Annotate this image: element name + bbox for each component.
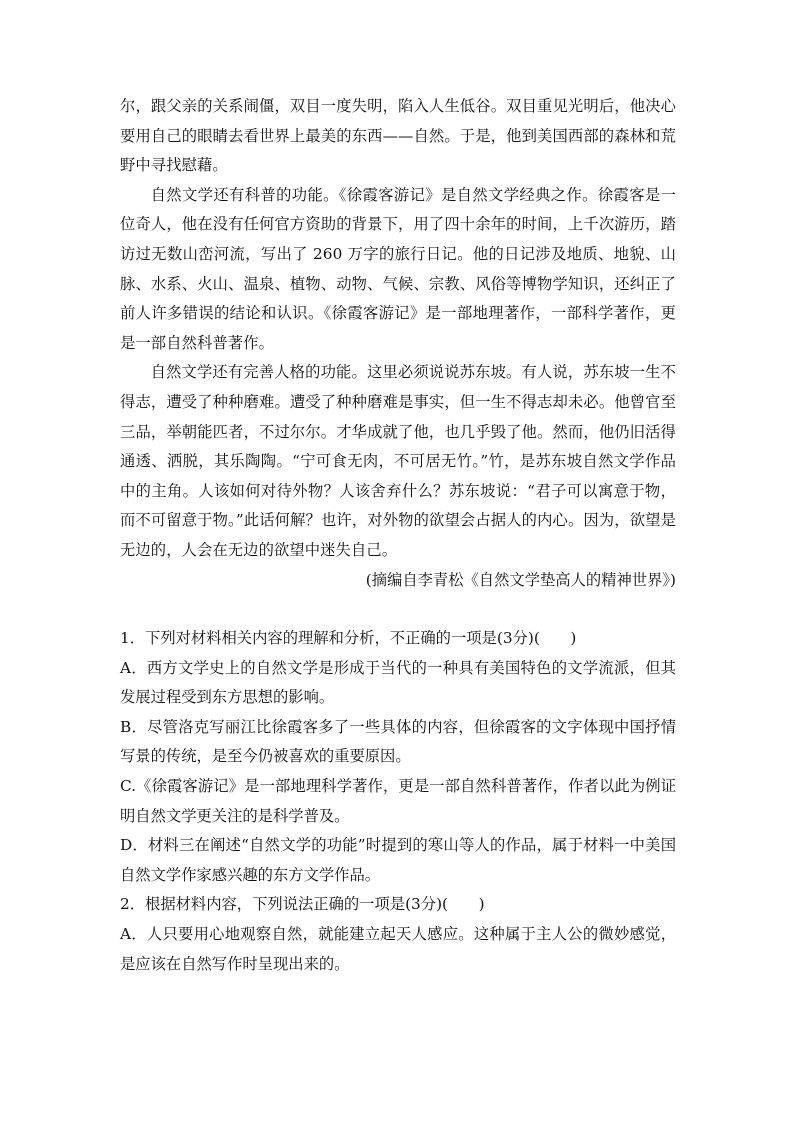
question-2-option-a: A．人只要用心地观察自然，就能建立起天人感应。这种属于主人公的微妙感觉，是应该在自然写作时呈现出来的。 xyxy=(120,925,676,973)
document-page xyxy=(120,92,676,979)
passage-source: (摘编自李青松《自然文学垫高人的精神世界》) xyxy=(365,570,676,589)
passage-paragraph-2: 自然文学还有科普的功能。《徐霞客游记》是自然文学经典之作。徐霞客是一位奇人，他在没有任何官方资助的背景下，用了四十余年的时间，上千次游历，踏访过无数山峦河流，写出了 260 万字的旅行日记。他的日记涉及地质、地貌、山脉、水系、火山、温泉、植物、动物、气候、宗教、风俗等博物学知识，还纠正了前人许多错误的结论和认识。《徐霞客游记》是一部地理著作，一部科学著作，更是一部自然科普著作。 xyxy=(120,185,676,352)
question-1 xyxy=(120,624,676,890)
question-2 xyxy=(120,890,676,979)
question-1-stem: 1．下列对材料相关内容的理解和分析，不正确的一项是(3分)( ) xyxy=(120,629,577,648)
section-gap xyxy=(120,595,676,624)
question-1-option-a: A．西方文学史上的自然文学是形成于当代的一种具有美国特色的文学流派，但其发展过程受到东方思想的影响。 xyxy=(120,658,676,707)
passage-paragraph-1: 尔，跟父亲的关系闹僵，双目一度失明，陷入人生低谷。双目重见光明后，他决心要用自己的眼睛去看世界上最美的东西——自然。于是，他到美国西部的森林和荒野中寻找慰藉。 xyxy=(120,97,676,175)
question-1-option-c: C.《徐霞客游记》是一部地理科学著作，更是一部自然科普著作，作者以此为例证明自然文学更关注的是科学普及。 xyxy=(120,777,676,825)
passage-paragraph-3: 自然文学还有完善人格的功能。这里必须说说苏东坡。有人说，苏东坡一生不得志，遭受了种种磨难。遭受了种种磨难是事实，但一生不得志却未必。他曾官至三品，举朝能匹者，不过尔尔。才华成就了他，也几乎毁了他。然而，他仍旧活得通透、洒脱，其乐陶陶。“宁可食无肉，不可居无竹。”竹，是苏东坡自然文学作品中的主角。人该如何对待外物？人该舍弃什么？苏东坡说：“君子可以寓意于物，而不可留意于物。”此话何解？也许，对外物的欲望会占据人的内心。因为，欲望是无边的，人会在无边的欲望中迷失自己。 xyxy=(120,363,676,559)
question-1-option-b: B．尽管洛克写丽江比徐霞客多了一些具体的内容，但徐霞客的文字体现中国抒情写景的传统，是至今仍被喜欢的重要原因。 xyxy=(120,717,676,766)
question-1-option-d: D．材料三在阐述“自然文学的功能”时提到的寒山等人的作品，属于材料一中美国自然文学作家感兴趣的东方文学作品。 xyxy=(120,836,676,884)
question-2-stem: 2．根据材料内容，下列说法正确的一项是(3分)( ) xyxy=(120,895,485,914)
